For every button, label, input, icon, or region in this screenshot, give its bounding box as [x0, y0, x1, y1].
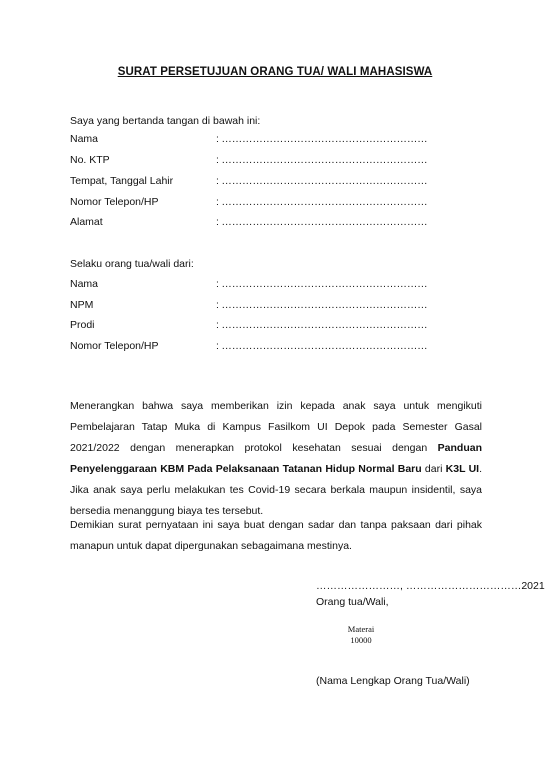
field-fill-line: : …………………………………………………… — [216, 216, 428, 228]
signer-name-line: (Nama Lengkap Orang Tua/Wali) — [316, 675, 470, 687]
field-label: NPM — [70, 299, 94, 311]
document-title: SURAT PERSETUJUAN ORANG TUA/ WALI MAHASISWA — [117, 66, 433, 78]
field-fill-line: : …………………………………………………… — [216, 319, 428, 331]
field-student-phone — [70, 340, 428, 354]
field-parent-phone — [70, 196, 428, 210]
field-label: Nomor Telepon/HP — [70, 340, 159, 352]
field-fill-line: : …………………………………………………… — [216, 340, 428, 352]
paragraph-text: dari — [421, 463, 446, 475]
field-fill-line: : …………………………………………………… — [216, 154, 428, 166]
field-parent-address — [70, 216, 428, 230]
field-student-name — [70, 278, 428, 292]
intro-text: Saya yang bertanda tangan di bawah ini: — [70, 115, 261, 127]
paragraph-text: . Jika anak saya perlu melakukan tes Covid-19 secara berkala maupun insidentil, saya bersedia menanggung biaya tes tersebut. — [70, 463, 482, 517]
stamp-label: Materai — [347, 624, 375, 634]
institution-name: K3L UI — [445, 463, 480, 475]
stamp-placeholder — [340, 624, 382, 646]
guideline-name: Panduan Penyelenggaraan KBM Pada Pelaksanaan Tatanan Hidup Normal Baru — [70, 442, 482, 475]
stamp-value: 10000 — [350, 635, 372, 645]
field-fill-line: : …………………………………………………… — [216, 133, 428, 145]
place-date-line: ……………………, ……………………………2021 — [316, 580, 545, 592]
field-label: Nomor Telepon/HP — [70, 196, 159, 208]
field-fill-line: : …………………………………………………… — [216, 299, 428, 311]
field-parent-birth — [70, 175, 428, 189]
paragraph-text: Menerangkan bahwa saya memberikan izin kepada anak saya untuk mengikuti Pembelajaran Tatap Muka di Kampus Fasilkom UI Depok pada Semester Gasal 2021/2022 dengan menerapkan protokol kesehatan sesuai dengan — [70, 400, 482, 454]
field-parent-name — [70, 133, 428, 147]
field-label: Nama — [70, 133, 99, 145]
field-label: Tempat, Tanggal Lahir — [70, 175, 174, 187]
field-fill-line: : …………………………………………………… — [216, 196, 428, 208]
closing-paragraph: Demikian surat pernyataan ini saya buat dengan sadar dan tanpa paksaan dari pihak manapun untuk dapat dipergunakan sebagaimana mestinya. — [70, 519, 482, 552]
field-fill-line: : …………………………………………………… — [216, 278, 428, 290]
field-label: Alamat — [70, 216, 103, 228]
field-student-prodi — [70, 319, 428, 333]
field-label: Prodi — [70, 319, 95, 331]
student-intro-text: Selaku orang tua/wali dari: — [70, 258, 194, 270]
field-fill-line: : …………………………………………………… — [216, 175, 428, 187]
field-student-npm — [70, 299, 428, 313]
consent-paragraph — [70, 396, 482, 522]
signer-role: Orang tua/Wali, — [316, 596, 389, 608]
field-label: Nama — [70, 278, 99, 290]
field-label: No. KTP — [70, 154, 110, 166]
field-parent-ktp — [70, 154, 428, 168]
